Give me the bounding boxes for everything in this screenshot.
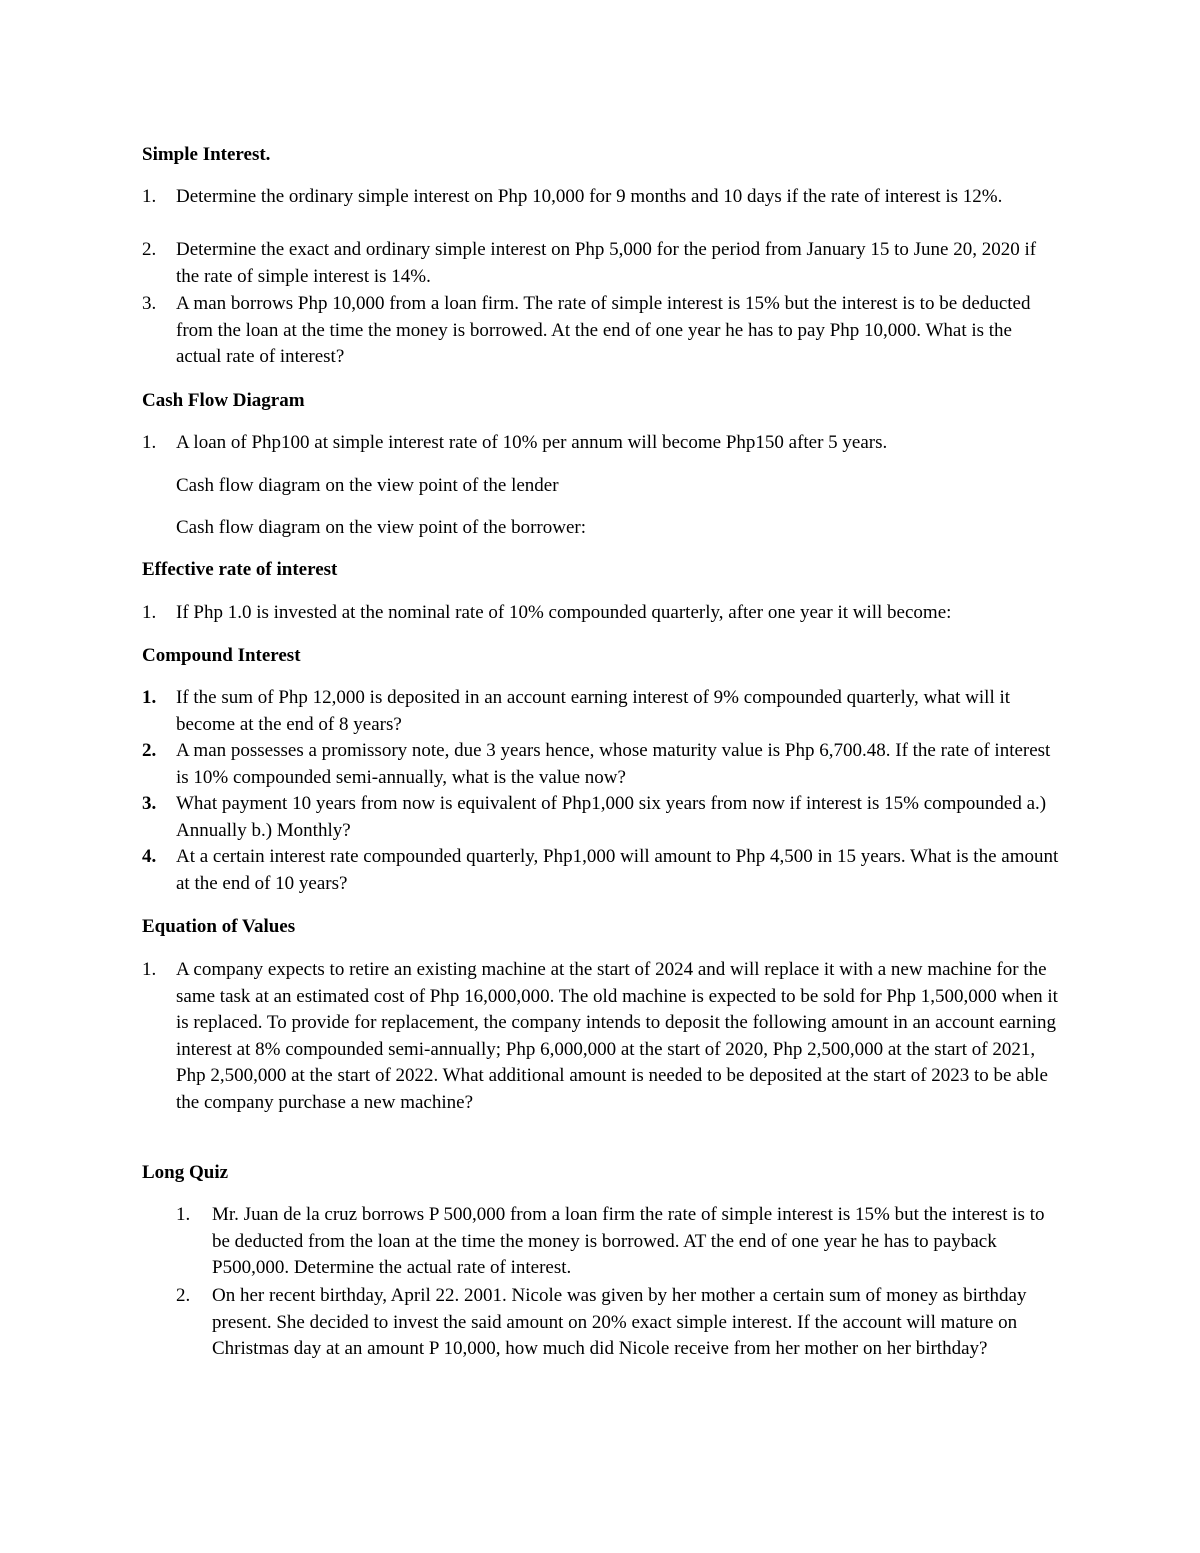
list-item	[142, 791, 1062, 844]
item-number: 2.	[176, 1285, 191, 1306]
heading-simple-interest: Simple Interest.	[142, 144, 271, 165]
list-item	[142, 844, 1062, 897]
item-number: 1.	[142, 432, 157, 453]
item-text: A man borrows Php 10,000 from a loan firm. The rate of simple interest is 15% but the interest is to be deducted from the loan at the time the money is borrowed. At the end of one year he has to pay Php 10,000. What is the actual rate of interest?	[176, 293, 1031, 367]
item-number: 1.	[142, 687, 157, 708]
item-text: A man possesses a promissory note, due 3 years hence, whose maturity value is Php 6,700.48. If the rate of interest is 10% compounded semi-annually, what is the value now?	[176, 740, 1051, 788]
item-text: Determine the exact and ordinary simple interest on Php 5,000 for the period from January 15 to June 20, 2020 if the rate of simple interest is 14%.	[176, 239, 1037, 287]
list-item	[142, 600, 1062, 627]
item-number: 1.	[142, 602, 157, 623]
item-number: 1.	[176, 1204, 191, 1225]
heading-cash-flow-diagram: Cash Flow Diagram	[142, 390, 305, 411]
heading-effective-rate: Effective rate of interest	[142, 559, 338, 580]
item-number: 1.	[142, 186, 157, 207]
item-text: Mr. Juan de la cruz borrows P 500,000 from a loan firm the rate of simple interest is 15% but the interest is to be deducted from the loan at the time the money is borrowed. AT the end of one year he has to payback P500,000. Determine the actual rate of interest.	[212, 1204, 1045, 1278]
item-text: If Php 1.0 is invested at the nominal rate of 10% compounded quarterly, after one year it will become:	[176, 602, 952, 623]
item-text: A company expects to retire an existing machine at the start of 2024 and will replace it with a new machine for the same task at an estimated cost of Php 16,000,000. The old machine is expected to be sold for Php 1,500,000 when it is replaced. To provide for replacement, the company intends to deposit the following amount in an account earning interest at 8% compounded semi-annually; Php 6,000,000 at the start of 2020, Php 2,500,000 at the start of 2021, Php 2,500,000 at the start of 2022. What additional amount is needed to be deposited at the start of 2023 to be able the company purchase a new machine?	[176, 959, 1058, 1113]
list-item	[142, 237, 1062, 290]
item-text: If the sum of Php 12,000 is deposited in an account earning interest of 9% compounded quarterly, what will it become at the end of 8 years?	[176, 687, 1011, 735]
list-item	[142, 685, 1062, 738]
heading-compound-interest: Compound Interest	[142, 645, 301, 666]
list-item	[142, 291, 1062, 371]
list-item	[142, 957, 1062, 1116]
item-text: At a certain interest rate compounded quarterly, Php1,000 will amount to Php 4,500 in 15 years. What is the amount at the end of 10 years?	[176, 846, 1059, 894]
list-item	[142, 184, 1062, 211]
item-number: 2.	[142, 239, 157, 260]
lender-diagram-caption: Cash flow diagram on the view point of the lender	[176, 475, 559, 496]
heading-equation-of-values: Equation of Values	[142, 916, 296, 937]
item-text: What payment 10 years from now is equivalent of Php1,000 six years from now if interest is 15% compounded a.) Annually b.) Monthly?	[176, 793, 1047, 841]
list-item	[142, 738, 1062, 791]
list-item	[142, 1283, 1062, 1363]
item-number: 1.	[142, 959, 157, 980]
item-text: Determine the ordinary simple interest on Php 10,000 for 9 months and 10 days if the rate of interest is 12%.	[176, 186, 1003, 207]
item-number: 4.	[142, 846, 157, 867]
list-item	[142, 1202, 1062, 1282]
item-number: 3.	[142, 293, 157, 314]
item-number: 2.	[142, 740, 157, 761]
list-item	[142, 430, 1062, 457]
borrower-diagram-caption: Cash flow diagram on the view point of the borrower:	[176, 517, 586, 538]
item-text: A loan of Php100 at simple interest rate of 10% per annum will become Php150 after 5 years.	[176, 432, 888, 453]
item-number: 3.	[142, 793, 157, 814]
item-text: On her recent birthday, April 22. 2001. Nicole was given by her mother a certain sum of money as birthday present. She decided to invest the said amount on 20% exact simple interest. If the account will mature on Christmas day at an amount P 10,000, how much did Nicole receive from her mother on her birthday?	[212, 1285, 1027, 1359]
heading-long-quiz: Long Quiz	[142, 1162, 229, 1183]
